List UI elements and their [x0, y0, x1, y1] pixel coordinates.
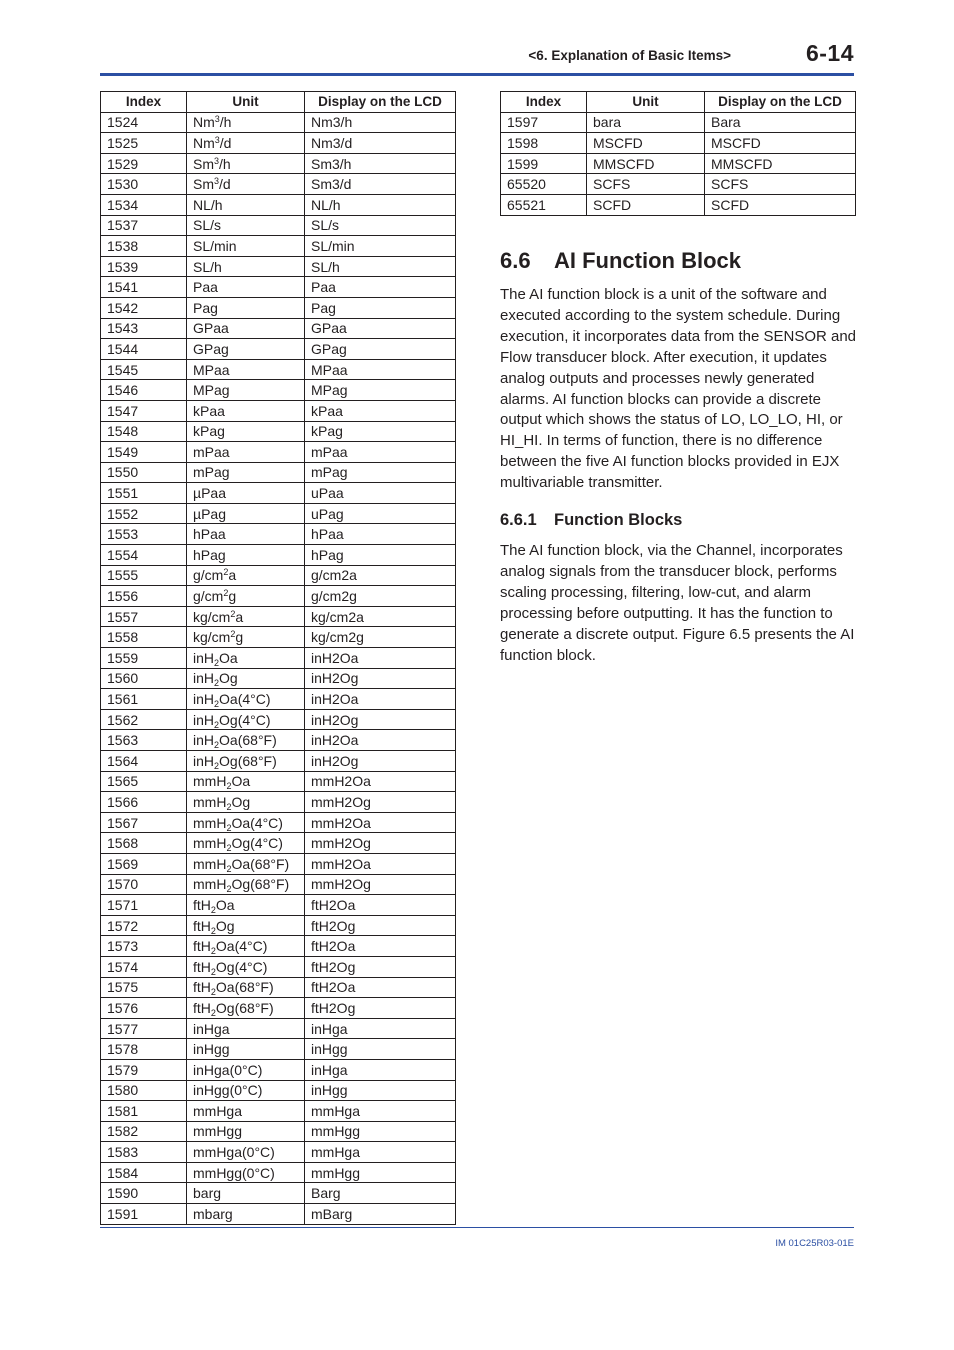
- cell-index: 1556: [101, 586, 187, 607]
- cell-lcd-display: mBarg: [305, 1204, 456, 1225]
- cell-lcd-display: mmH2Oa: [305, 771, 456, 792]
- cell-unit: hPaa: [187, 524, 305, 545]
- cell-index: 1530: [101, 174, 187, 195]
- cell-index: 1582: [101, 1121, 187, 1142]
- table-row: [101, 998, 456, 1019]
- cell-unit: inHga: [187, 1018, 305, 1039]
- column-header-index: Index: [101, 92, 187, 113]
- cell-lcd-display: inHgg: [305, 1080, 456, 1101]
- subsection-heading: [500, 511, 682, 530]
- table-row: [501, 174, 856, 195]
- cell-index: 1562: [101, 709, 187, 730]
- cell-unit: kPaa: [187, 400, 305, 421]
- table-row: [101, 1039, 456, 1060]
- cell-unit: ftH$_2$Og(4°C): [187, 956, 305, 977]
- cell-lcd-display: mmH2Oa: [305, 853, 456, 874]
- cell-index: 1583: [101, 1142, 187, 1163]
- cell-unit: mmH$_2$Og(4°C): [187, 833, 305, 854]
- cell-index: 1591: [101, 1204, 187, 1225]
- cell-unit: $g/cm^2g$: [187, 586, 305, 607]
- cell-lcd-display: SL/min: [305, 236, 456, 257]
- cell-lcd-display: GPag: [305, 339, 456, 360]
- cell-unit: inH$_2$Og(4°C): [187, 709, 305, 730]
- table-row: [101, 400, 456, 421]
- cell-index: 1590: [101, 1183, 187, 1204]
- table-row: [101, 751, 456, 772]
- cell-lcd-display: ftH2Og: [305, 998, 456, 1019]
- cell-index: 65521: [501, 194, 587, 215]
- table-row: [101, 545, 456, 566]
- column-header-display: Display on the LCD: [305, 92, 456, 113]
- column-header-display: Display on the LCD: [705, 92, 856, 113]
- cell-index: 1575: [101, 977, 187, 998]
- table-row: [101, 297, 456, 318]
- table-row: [101, 1121, 456, 1142]
- cell-lcd-display: mmH2Og: [305, 874, 456, 895]
- cell-unit: MPaa: [187, 359, 305, 380]
- table-row: [101, 442, 456, 463]
- cell-lcd-display: mmHgg: [305, 1121, 456, 1142]
- table-row: [101, 895, 456, 916]
- cell-lcd-display: SL/s: [305, 215, 456, 236]
- table-row: [501, 133, 856, 154]
- cell-lcd-display: MPag: [305, 380, 456, 401]
- table-row: [101, 648, 456, 669]
- cell-lcd-display: inH2Og: [305, 668, 456, 689]
- cell-lcd-display: SCFS: [705, 174, 856, 195]
- unit-table-right: [500, 91, 856, 216]
- cell-unit: mPag: [187, 462, 305, 483]
- cell-unit: Pag: [187, 297, 305, 318]
- cell-unit: Sm$^3$/d: [187, 174, 305, 195]
- cell-lcd-display: Paa: [305, 277, 456, 298]
- cell-lcd-display: uPaa: [305, 483, 456, 504]
- cell-unit: Nm$^3$/h: [187, 112, 305, 133]
- table-row: [101, 936, 456, 957]
- document-id: IM 01C25R03-01E: [775, 1238, 854, 1249]
- cell-lcd-display: inHga: [305, 1059, 456, 1080]
- table-row: [101, 215, 456, 236]
- cell-unit: kPag: [187, 421, 305, 442]
- page-number: 6-14: [805, 40, 854, 66]
- cell-index: 1573: [101, 936, 187, 957]
- cell-unit: mmHga: [187, 1101, 305, 1122]
- section-title: AI Function Block: [554, 248, 741, 273]
- cell-lcd-display: mmHga: [305, 1142, 456, 1163]
- cell-unit: ftH$_2$Oa(4°C): [187, 936, 305, 957]
- cell-unit: inHgg(0°C): [187, 1080, 305, 1101]
- cell-index: 1561: [101, 689, 187, 710]
- cell-lcd-display: mmHgg: [305, 1162, 456, 1183]
- cell-lcd-display: ftH2Og: [305, 956, 456, 977]
- cell-lcd-display: kg/cm2a: [305, 606, 456, 627]
- cell-lcd-display: mmH2Oa: [305, 812, 456, 833]
- cell-index: 1565: [101, 771, 187, 792]
- cell-unit: µPaa: [187, 483, 305, 504]
- cell-lcd-display: SL/h: [305, 256, 456, 277]
- cell-unit: mmH$_2$Og(68°F): [187, 874, 305, 895]
- cell-index: 1579: [101, 1059, 187, 1080]
- cell-unit: mmH$_2$Oa(4°C): [187, 812, 305, 833]
- cell-unit: ftH$_2$Oa: [187, 895, 305, 916]
- cell-unit: Nm$^3$/d: [187, 133, 305, 154]
- cell-unit: bara: [587, 112, 705, 133]
- cell-index: 1570: [101, 874, 187, 895]
- cell-unit: inH$_2$Oa(68°F): [187, 730, 305, 751]
- cell-lcd-display: mmH2Og: [305, 833, 456, 854]
- cell-index: 1554: [101, 545, 187, 566]
- table-row: [101, 977, 456, 998]
- cell-unit: mmH$_2$Og: [187, 792, 305, 813]
- cell-index: 1557: [101, 606, 187, 627]
- cell-index: 1598: [501, 133, 587, 154]
- cell-index: 1576: [101, 998, 187, 1019]
- unit-table-left: [100, 91, 456, 1225]
- cell-index: 1546: [101, 380, 187, 401]
- cell-index: 1534: [101, 194, 187, 215]
- cell-lcd-display: mPag: [305, 462, 456, 483]
- table-row: [101, 915, 456, 936]
- cell-index: 1525: [101, 133, 187, 154]
- table-row: [101, 359, 456, 380]
- table-row: [101, 318, 456, 339]
- table-row: [101, 174, 456, 195]
- cell-unit: SCFD: [587, 194, 705, 215]
- table-row: [101, 730, 456, 751]
- cell-unit: mmHga(0°C): [187, 1142, 305, 1163]
- cell-unit: $g/cm^2a$: [187, 565, 305, 586]
- subsection-number: 6.6.1: [500, 511, 537, 529]
- cell-lcd-display: NL/h: [305, 194, 456, 215]
- cell-unit: GPaa: [187, 318, 305, 339]
- cell-unit: inH$_2$Oa(4°C): [187, 689, 305, 710]
- table-row: [501, 112, 856, 133]
- cell-index: 1564: [101, 751, 187, 772]
- cell-index: 1545: [101, 359, 187, 380]
- table-row: [101, 627, 456, 648]
- cell-lcd-display: kPag: [305, 421, 456, 442]
- cell-lcd-display: Bara: [705, 112, 856, 133]
- cell-unit: SL/h: [187, 256, 305, 277]
- cell-unit: Paa: [187, 277, 305, 298]
- header-rule: [100, 73, 854, 76]
- cell-index: 1550: [101, 462, 187, 483]
- subsection-title: Function Blocks: [554, 511, 683, 529]
- cell-lcd-display: inH2Og: [305, 709, 456, 730]
- cell-unit: Sm$^3$/h: [187, 153, 305, 174]
- cell-lcd-display: hPaa: [305, 524, 456, 545]
- table-row: [101, 606, 456, 627]
- table-row: [101, 256, 456, 277]
- cell-lcd-display: hPag: [305, 545, 456, 566]
- table-row: [101, 1204, 456, 1225]
- table-row: [101, 792, 456, 813]
- cell-lcd-display: kg/cm2g: [305, 627, 456, 648]
- cell-index: 1553: [101, 524, 187, 545]
- cell-index: 1599: [501, 153, 587, 174]
- cell-unit: inH$_2$Oa: [187, 648, 305, 669]
- table-row: [101, 339, 456, 360]
- cell-index: 1537: [101, 215, 187, 236]
- cell-unit: mmHgg(0°C): [187, 1162, 305, 1183]
- cell-lcd-display: ftH2Og: [305, 915, 456, 936]
- section-heading: [500, 248, 741, 274]
- table-row: [101, 1101, 456, 1122]
- cell-index: 1581: [101, 1101, 187, 1122]
- table-row: [101, 586, 456, 607]
- cell-index: 1563: [101, 730, 187, 751]
- table-row: [101, 565, 456, 586]
- cell-index: 1567: [101, 812, 187, 833]
- cell-unit: inHga(0°C): [187, 1059, 305, 1080]
- table-row: [101, 1080, 456, 1101]
- cell-lcd-display: inH2Oa: [305, 730, 456, 751]
- cell-lcd-display: MSCFD: [705, 133, 856, 154]
- page-header-title: <6. Explanation of Basic Items>: [528, 48, 731, 63]
- cell-unit: GPag: [187, 339, 305, 360]
- table-row: [101, 483, 456, 504]
- cell-unit: mPaa: [187, 442, 305, 463]
- cell-unit: mmH$_2$Oa(68°F): [187, 853, 305, 874]
- table-row: [101, 421, 456, 442]
- table-header-row: [101, 92, 456, 113]
- table-row: [101, 853, 456, 874]
- cell-index: 1572: [101, 915, 187, 936]
- table-row: [101, 236, 456, 257]
- cell-lcd-display: inHga: [305, 1018, 456, 1039]
- cell-unit: MPag: [187, 380, 305, 401]
- cell-lcd-display: mmH2Og: [305, 792, 456, 813]
- cell-unit: $kg/cm^2a$: [187, 606, 305, 627]
- cell-index: 1577: [101, 1018, 187, 1039]
- cell-index: 1568: [101, 833, 187, 854]
- cell-lcd-display: Barg: [305, 1183, 456, 1204]
- table-row: [101, 524, 456, 545]
- cell-index: 1580: [101, 1080, 187, 1101]
- table-row: [101, 1018, 456, 1039]
- table-row: [101, 874, 456, 895]
- table-row: [101, 503, 456, 524]
- table-row: [101, 380, 456, 401]
- cell-lcd-display: g/cm2g: [305, 586, 456, 607]
- cell-unit: mmH$_2$Oa: [187, 771, 305, 792]
- cell-unit: SCFS: [587, 174, 705, 195]
- cell-lcd-display: GPaa: [305, 318, 456, 339]
- cell-lcd-display: ftH2Oa: [305, 977, 456, 998]
- cell-lcd-display: g/cm2a: [305, 565, 456, 586]
- cell-unit: mmHgg: [187, 1121, 305, 1142]
- cell-lcd-display: inHgg: [305, 1039, 456, 1060]
- cell-index: 1541: [101, 277, 187, 298]
- cell-index: 1559: [101, 648, 187, 669]
- cell-index: 1558: [101, 627, 187, 648]
- table-header-row: [501, 92, 856, 113]
- cell-lcd-display: inH2Oa: [305, 648, 456, 669]
- cell-index: 1571: [101, 895, 187, 916]
- column-header-unit: Unit: [187, 92, 305, 113]
- table-row: [101, 668, 456, 689]
- table-row: [501, 153, 856, 174]
- cell-index: 1529: [101, 153, 187, 174]
- table-row: [501, 194, 856, 215]
- cell-lcd-display: ftH2Oa: [305, 895, 456, 916]
- table-row: [101, 277, 456, 298]
- cell-unit: MMSCFD: [587, 153, 705, 174]
- cell-index: 1524: [101, 112, 187, 133]
- cell-lcd-display: Pag: [305, 297, 456, 318]
- table-row: [101, 153, 456, 174]
- cell-lcd-display: MMSCFD: [705, 153, 856, 174]
- section-number: 6.6: [500, 248, 531, 273]
- table-row: [101, 709, 456, 730]
- cell-index: 1539: [101, 256, 187, 277]
- cell-lcd-display: inH2Og: [305, 751, 456, 772]
- cell-unit: inH$_2$Og: [187, 668, 305, 689]
- table-row: [101, 771, 456, 792]
- cell-index: 1584: [101, 1162, 187, 1183]
- cell-lcd-display: kPaa: [305, 400, 456, 421]
- table-row: [101, 462, 456, 483]
- table-row: [101, 956, 456, 977]
- cell-index: 1544: [101, 339, 187, 360]
- table-row: [101, 812, 456, 833]
- table-row: [101, 1059, 456, 1080]
- cell-index: 65520: [501, 174, 587, 195]
- cell-unit: mbarg: [187, 1204, 305, 1225]
- cell-unit: inHgg: [187, 1039, 305, 1060]
- cell-unit: hPag: [187, 545, 305, 566]
- table-row: [101, 133, 456, 154]
- cell-lcd-display: inH2Oa: [305, 689, 456, 710]
- cell-unit: barg: [187, 1183, 305, 1204]
- table-row: [101, 833, 456, 854]
- cell-lcd-display: mmHga: [305, 1101, 456, 1122]
- table-row: [101, 194, 456, 215]
- cell-unit: SL/min: [187, 236, 305, 257]
- cell-unit: inH$_2$Og(68°F): [187, 751, 305, 772]
- cell-unit: MSCFD: [587, 133, 705, 154]
- cell-unit: $kg/cm^2g$: [187, 627, 305, 648]
- cell-unit: ftH$_2$Oa(68°F): [187, 977, 305, 998]
- cell-lcd-display: MPaa: [305, 359, 456, 380]
- cell-index: 1538: [101, 236, 187, 257]
- cell-index: 1543: [101, 318, 187, 339]
- cell-unit: SL/s: [187, 215, 305, 236]
- footer-rule: [100, 1227, 854, 1228]
- cell-lcd-display: uPag: [305, 503, 456, 524]
- subsection-body-text: The AI function block, via the Channel, incorporates analog signals from the transducer block, performs scaling processing, filtering, low-cut, and alarm processing before outputting. It has the function to generate a discrete output. Figure 6.5 presents the AI function block.: [500, 542, 855, 664]
- cell-index: 1555: [101, 565, 187, 586]
- cell-index: 1547: [101, 400, 187, 421]
- cell-index: 1569: [101, 853, 187, 874]
- cell-lcd-display: Sm3/d: [305, 174, 456, 195]
- table-row: [101, 1142, 456, 1163]
- cell-index: 1542: [101, 297, 187, 318]
- cell-lcd-display: SCFD: [705, 194, 856, 215]
- cell-lcd-display: Nm3/d: [305, 133, 456, 154]
- cell-index: 1566: [101, 792, 187, 813]
- table-row: [101, 1162, 456, 1183]
- cell-lcd-display: mPaa: [305, 442, 456, 463]
- section-body-text: The AI function block is a unit of the software and executed according to the system schedule. During execution, it incorporates data from the SENSOR and Flow transducer block. After execution, it updates analog outputs and processes newly generated alarms. AI function blocks can provide a discrete output which shows the status of LO, LO_LO, HI, or HI_HI. In terms of function, there is no difference between the five AI function blocks provided in EJX multivariable transmitter.: [500, 286, 857, 492]
- column-header-unit: Unit: [587, 92, 705, 113]
- cell-lcd-display: ftH2Oa: [305, 936, 456, 957]
- table-row: [101, 1183, 456, 1204]
- cell-index: 1560: [101, 668, 187, 689]
- cell-index: 1549: [101, 442, 187, 463]
- cell-unit: µPag: [187, 503, 305, 524]
- cell-index: 1597: [501, 112, 587, 133]
- cell-lcd-display: Nm3/h: [305, 112, 456, 133]
- cell-unit: NL/h: [187, 194, 305, 215]
- cell-index: 1578: [101, 1039, 187, 1060]
- cell-unit: ftH$_2$Og(68°F): [187, 998, 305, 1019]
- cell-index: 1552: [101, 503, 187, 524]
- cell-index: 1548: [101, 421, 187, 442]
- cell-index: 1574: [101, 956, 187, 977]
- table-row: [101, 689, 456, 710]
- table-row: [101, 112, 456, 133]
- column-header-index: Index: [501, 92, 587, 113]
- cell-index: 1551: [101, 483, 187, 504]
- cell-lcd-display: Sm3/h: [305, 153, 456, 174]
- cell-unit: ftH$_2$Og: [187, 915, 305, 936]
